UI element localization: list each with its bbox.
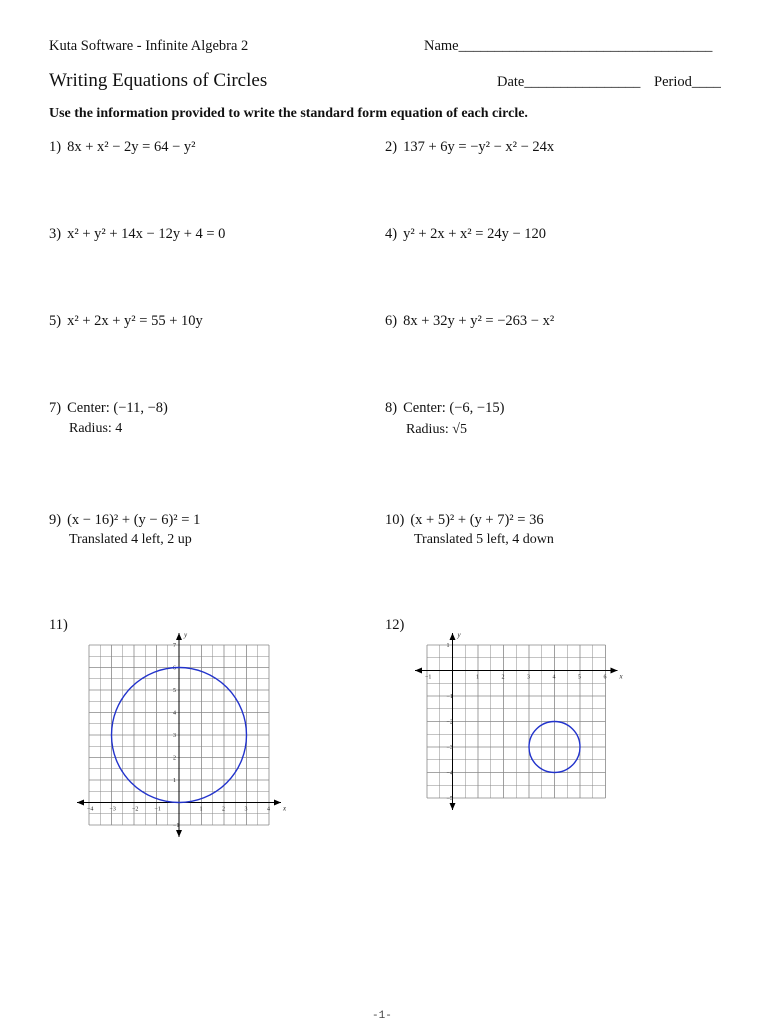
- y-tick-label: −2: [446, 719, 453, 726]
- problem-number: 3): [49, 226, 62, 242]
- y-tick-label: 1: [173, 778, 176, 784]
- problem-center: Center: (−11, −8): [67, 400, 168, 416]
- date-label: Date: [497, 74, 525, 90]
- y-tick-label: 4: [173, 710, 176, 717]
- period-field[interactable]: [654, 74, 721, 91]
- y-tick-label: 7: [173, 643, 176, 649]
- problem-number: 4): [385, 226, 398, 242]
- problem-8: [385, 400, 504, 417]
- problem-equation: x² + y² + 14x − 12y + 4 = 0: [67, 226, 226, 242]
- graph-11-canvas: [72, 630, 292, 850]
- x-axis-arrow-left: [77, 800, 84, 806]
- problem-equation: (x − 16)² + (y − 6)² = 1: [67, 512, 201, 528]
- problem-number: 9): [49, 512, 62, 528]
- y-axis-arrow-down: [176, 830, 182, 837]
- instructions: Use the information provided to write the standard form equation of each circle.: [49, 106, 528, 121]
- x-tick-label: 4: [267, 806, 270, 813]
- problem-equation: 137 + 6y = −y² − x² − 24x: [403, 139, 555, 155]
- problem-number: 6): [385, 313, 398, 329]
- problem-equation: x² + 2x + y² = 55 + 10y: [67, 313, 203, 329]
- y-tick-label: 1: [446, 643, 450, 649]
- problem-10: [385, 512, 544, 529]
- x-axis-label: x: [619, 672, 623, 681]
- x-tick-label: 3: [527, 674, 530, 681]
- x-axis-arrow-right: [611, 668, 618, 674]
- page-number: -1-: [372, 1010, 392, 1022]
- y-tick-label: −3: [446, 745, 453, 751]
- publisher-line: Kuta Software - Infinite Algebra 2: [49, 38, 249, 54]
- problem-11-number: 11): [49, 617, 68, 633]
- name-blank: ___________________________________: [458, 38, 713, 54]
- problem-number: 2): [385, 139, 398, 155]
- problem-7-radius: Radius: 4: [69, 421, 123, 436]
- problem-12-number: 12): [385, 617, 405, 633]
- x-axis-arrow-left: [415, 668, 422, 674]
- date-blank: ________________: [524, 74, 641, 90]
- name-label: Name: [424, 38, 459, 54]
- problem-4: [385, 226, 546, 243]
- x-axis-arrow-right: [274, 800, 281, 806]
- y-axis-label: y: [457, 631, 461, 639]
- x-tick-label: 2: [222, 806, 225, 813]
- y-tick-label: 3: [173, 733, 176, 739]
- x-tick-label: 1: [476, 674, 479, 681]
- graph-11: [72, 630, 292, 850]
- problem-7: [49, 400, 168, 417]
- y-tick-label: −5: [446, 796, 453, 802]
- x-tick-label: 1: [199, 806, 203, 813]
- y-axis-label: y: [184, 631, 188, 639]
- problem-5: [49, 313, 203, 330]
- problem-equation: 8x + 32y + y² = −263 − x²: [403, 313, 555, 329]
- x-axis-label: x: [283, 804, 287, 813]
- y-tick-label: −1: [173, 823, 180, 829]
- x-tick-label: 6: [603, 674, 607, 681]
- date-field[interactable]: [497, 74, 640, 91]
- problem-center: Center: (−6, −15): [403, 400, 505, 416]
- y-tick-label: 5: [173, 688, 176, 694]
- period-blank: ____: [691, 74, 721, 90]
- x-tick-label: 2: [501, 674, 505, 681]
- problem-2: [385, 139, 554, 156]
- problem-number: 7): [49, 400, 62, 416]
- problem-number: 10): [385, 512, 405, 528]
- x-tick-label: −2: [132, 806, 139, 813]
- y-axis-arrow-down: [450, 803, 456, 810]
- x-tick-label: −3: [109, 806, 116, 813]
- problem-8-radius: Radius: √5: [406, 422, 467, 437]
- y-axis-arrow-up: [176, 633, 182, 640]
- y-axis-arrow-up: [450, 633, 456, 640]
- problem-number: 1): [49, 139, 62, 155]
- y-tick-label: 6: [173, 665, 176, 672]
- x-tick-label: 5: [578, 674, 581, 681]
- problem-number: 8): [385, 400, 398, 416]
- problem-10-note: Translated 5 left, 4 down: [414, 532, 554, 547]
- problem-9-note: Translated 4 left, 2 up: [69, 532, 192, 547]
- x-tick-label: −4: [87, 806, 94, 813]
- graph-12-canvas: [410, 630, 630, 820]
- x-tick-label: 3: [244, 806, 248, 813]
- problem-equation: 8x + x² − 2y = 64 − y²: [67, 139, 196, 155]
- period-label: Period: [654, 74, 692, 90]
- y-tick-label: −1: [446, 694, 453, 700]
- x-tick-label: 4: [552, 674, 556, 681]
- y-tick-label: −4: [446, 770, 453, 777]
- problem-3: [49, 226, 225, 243]
- x-tick-label: −1: [425, 674, 432, 681]
- problem-equation: y² + 2x + x² = 24y − 120: [403, 226, 546, 242]
- problem-6: [385, 313, 554, 330]
- problem-1: [49, 139, 196, 156]
- problem-9: [49, 512, 200, 529]
- page-title: Writing Equations of Circles: [49, 70, 268, 91]
- x-tick-label: −1: [154, 806, 161, 813]
- name-field[interactable]: [424, 38, 712, 55]
- problem-equation: (x + 5)² + (y + 7)² = 36: [410, 512, 544, 528]
- y-tick-label: 2: [173, 755, 176, 762]
- problem-number: 5): [49, 313, 62, 329]
- graph-12: [410, 630, 630, 820]
